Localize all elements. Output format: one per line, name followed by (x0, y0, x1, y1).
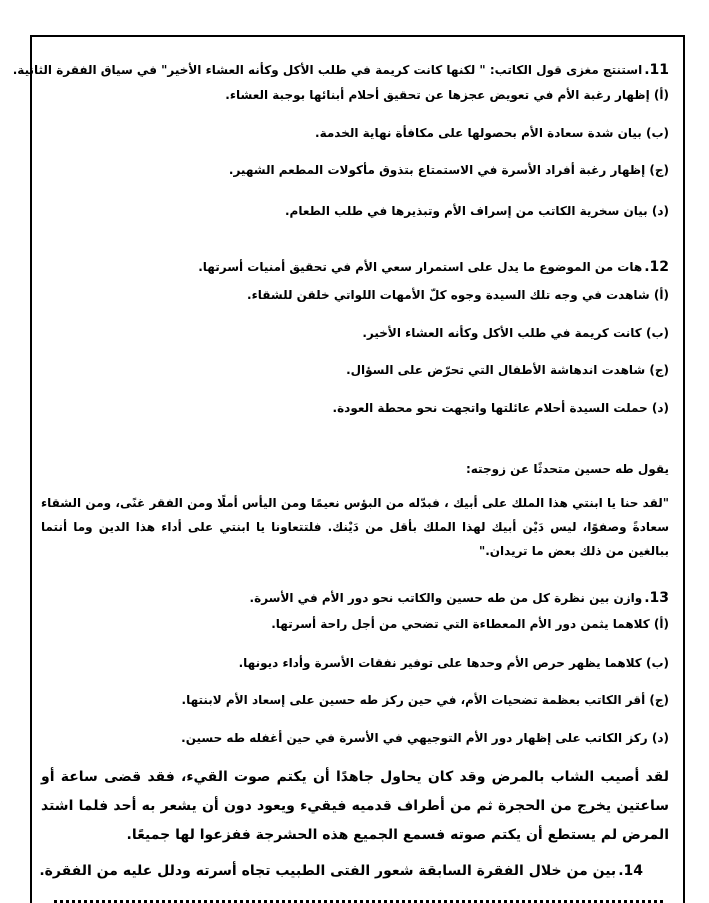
question-12 (198, 259, 669, 275)
question-14-text: بين من خلال الفقرة السابقة شعور الفتى الطبيب تجاه أسرته ودلل عليه من الفقرة. (39, 863, 617, 879)
question-11-text: استنتج مغزى قول الكاتب: " لكنها كانت كريمة في طلب الأكل وكأنه العشاء الأخير" في سياق الفقرة الثانية. (12, 63, 643, 77)
question-12-text: هات من الموضوع ما يدل على استمرار سعي الأم في تحقيق أمنيات أسرتها. (198, 260, 643, 274)
q12-option-b[interactable]: (ب) كانت كريمة في طلب الأكل وكأنه العشاء الأخير. (362, 326, 669, 340)
question-14-number: 14. (618, 863, 643, 879)
question-11 (13, 62, 669, 78)
q13-option-c[interactable]: (ج) أقر الكاتب بعظمة تضحيات الأم، في حين ركز طه حسين على إسعاد الأم لابنتها. (181, 693, 669, 707)
quote-text: "لقد حنا يا ابنتي هذا الملك على أبيك ، فبدّله من البؤس نعيمًا ومن اليأس أملًا ومن الفقر غنًى، ومن الشقاء سعادةً وصفوًا، ليس دَيْن أبيك لهذا الملك بأقل من دَيْنك. فلتتعاونا يا ابنتي على أداء هذا الدين وما أنتما ببالغين من ذلك بعض ما تريدان." (41, 496, 669, 558)
q13-option-d[interactable]: (د) ركز الكاتب على إظهار دور الأم التوجيهي في الأسرة في حين أغفله طه حسين. (181, 731, 669, 745)
q11-option-c[interactable]: (ج) إظهار رغبة أفراد الأسرة في الاستمتاع بتذوق مأكولات المطعم الشهير. (228, 163, 669, 177)
q11-option-b[interactable]: (ب) بيان شدة سعادة الأم بحصولها على مكافأة نهاية الخدمة. (315, 126, 669, 140)
quote-intro: يقول طه حسين متحدثًا عن زوجته: (465, 462, 669, 476)
worksheet-frame (12, 35, 685, 903)
q11-option-a[interactable]: (أ) إظهار رغبة الأم في تعويض عجزها عن تحقيق أحلام أبنائها بوجبة العشاء. (225, 88, 669, 102)
q12-option-c[interactable]: (ج) شاهدت اندهاشة الأطفال التي تحرّض على السؤال. (346, 363, 669, 377)
passage-text: لقد أصيب الشاب بالمرض وقد كان يحاول جاهدًا أن يكتم صوت القيء، فقد قضى ساعة أو ساعتين يخرج من الحجرة ثم من أطراف قدميه فيقيء ويعود دون أن يشعر به أحد فلما اشتد المرض لم يستطع أن يكتم صوته فسمع الجميع هذه الحشرجة ففزعوا لها جميعًا. (41, 769, 669, 843)
question-13-text: وازن بين نظرة كل من طه حسين والكاتب نحو دور الأم في الأسرة. (249, 591, 643, 605)
q11-option-d[interactable]: (د) بيان سخرية الكاتب من إسراف الأم وتبذيرها في طلب الطعام. (284, 204, 669, 218)
q13-option-a[interactable]: (أ) كلاهما يثمن دور الأم المعطاءة التي تضحي من أجل راحة أسرتها. (271, 617, 669, 631)
worksheet-content (12, 37, 683, 903)
question-12-number: 12. (644, 259, 669, 275)
question-14 (39, 863, 643, 879)
question-13-number: 13. (644, 590, 669, 606)
q12-option-a[interactable]: (أ) شاهدت في وجه تلك السيدة وجوه كلّ الأمهات اللواتي خلقن للشقاء. (247, 288, 669, 302)
question-13 (250, 590, 669, 606)
question-11-number: 11. (644, 62, 669, 78)
q12-option-d[interactable]: (د) حملت السيدة أحلام عائلتها واتجهت نحو محطة العودة. (332, 401, 669, 415)
q13-option-b[interactable]: (ب) كلاهما يظهر حرص الأم وحدها على توفير نفقات الأسرة وأداء ديونها. (238, 656, 669, 670)
